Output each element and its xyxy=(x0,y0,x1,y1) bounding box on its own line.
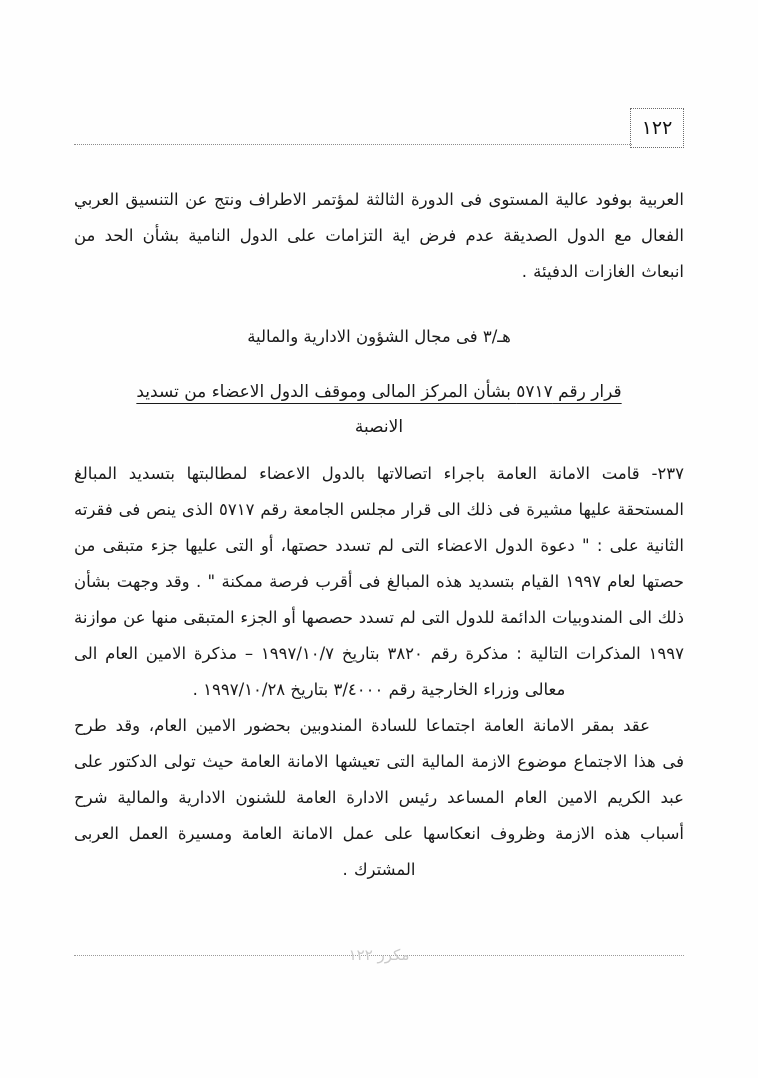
numbered-item-237 xyxy=(74,456,684,708)
header-divider xyxy=(74,144,632,145)
item-paragraph-text: قامت الامانة العامة باجراء اتصالاتها بالدول الاعضاء لمطالبتها بتسديد المبالغ المستحقة عليها مشيرة فى ذلك الى قرار مجلس الجامعة رقم ٥٧١٧ الذى ينص فى فقرته الثانية على : " دعوة الدول الاعضاء التى لم تسدد حصتها، أو التى عليها جزء متبقى من حصتها لعام ١٩٩٧ القيام بتسديد هذه المبالغ فى أقرب فرصة ممكنة " . وقد وجهت بشأن ذلك الى المندوبيات الدائمة للدول التى لم تسدد حصصها أو الجزء المتبقى منها عن موازنة ١٩٩٧ المذكرات التالية : مذكرة رقم ٣٨٢٠ بتاريخ ١٩٩٧/١٠/٧ – مذكرة الامين العام الى معالى وزراء الخارجية رقم ٣/٤٠٠٠ بتاريخ ١٩٩٧/١٠/٢٨ . xyxy=(74,463,684,699)
document-body xyxy=(74,182,684,888)
page-number-box xyxy=(630,108,684,148)
meeting-paragraph: عقد بمقر الامانة العامة اجتماعا للسادة المندوبين بحضور الامين العام، وقد طرح فى هذا الاجتماع موضوع الازمة المالية التى تعيشها الامانة العامة حيث تولى الدكتور على عبد الكريم الامين العام المساعد رئيس الادارة العامة للشنون الادارية والمالية شرح أسباب هذه الازمة وظروف انعكاسها على عمل الامانة العامة ومسيرة العمل العربى المشترك . xyxy=(74,715,684,879)
resolution-heading-line-2: الانصبة xyxy=(354,417,404,438)
section-heading: هـ/٣ فى مجال الشؤون الادارية والمالية xyxy=(247,326,511,346)
footer-mark: مكرر ١٢٢ xyxy=(348,946,410,964)
resolution-heading-line-1: قرار رقم ٥٧١٧ بشأن المركز المالى وموقف الدول الاعضاء من تسديد xyxy=(136,381,622,402)
page-number: ١٢٢ xyxy=(641,117,673,139)
item-number: ٢٣٧- xyxy=(651,463,684,483)
opening-paragraph: العربية بوفود عالية المستوى فى الدورة الثالثة لمؤتمر الاطراف ونتج عن التنسيق العربي الفعال مع الدول الصديقة عدم فرض اية التزامات على الدول النامية بشأن الحد من انبعاث الغازات الدفيئة . xyxy=(74,190,684,281)
